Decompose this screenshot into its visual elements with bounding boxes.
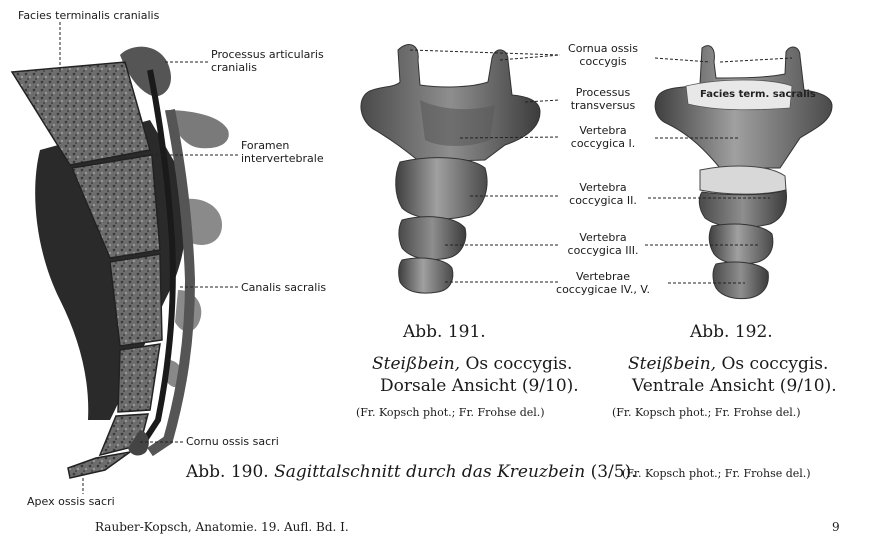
label-proc-transversus-line2: transversus	[570, 99, 636, 112]
label-vertebra-coccygica-3	[558, 231, 648, 257]
caption-abb191-italic: Steißbein,	[372, 354, 461, 374]
label-vertebrae-45-line1: Vertebrae	[575, 270, 631, 283]
label-vertebrae-coccygicae-4-5	[540, 270, 666, 296]
caption-abb192-credit: (Fr. Kopsch phot.; Fr. Frohse del.)	[612, 406, 801, 419]
label-facies-term-sacralis: Facies term. sacralis	[700, 89, 816, 100]
label-apex-ossis-sacri: Apex ossis sacri	[27, 495, 115, 508]
caption-abb191-line1	[372, 354, 572, 374]
label-foramen-line2: intervertebrale	[241, 152, 324, 165]
label-processus-transversus	[558, 86, 648, 112]
label-vertebra-1-line1: Vertebra	[579, 124, 627, 137]
label-processus-articularis-line1: Processus articularis	[211, 48, 324, 61]
caption-abb192-italic: Steißbein,	[628, 354, 717, 374]
label-processus-articularis-line2: cranialis	[211, 61, 257, 74]
label-vertebra-coccygica-2	[558, 181, 648, 207]
caption-abb192-title: Abb. 192.	[690, 322, 773, 342]
label-vertebra-coccygica-1	[558, 124, 648, 150]
caption-abb192-rest: Os coccygis.	[721, 354, 829, 374]
caption-abb191-credit: (Fr. Kopsch phot.; Fr. Frohse del.)	[356, 406, 545, 419]
caption-abb192-line2: Ventrale Ansicht (9/10).	[632, 376, 837, 396]
label-proc-transversus-line1: Processus	[575, 86, 631, 99]
footer-page-number: 9	[832, 520, 840, 534]
label-vertebra-2-line2: coccygica II.	[569, 194, 637, 207]
caption-abb191-title: Abb. 191.	[403, 322, 486, 342]
caption-abb191-rest: Os coccygis.	[465, 354, 573, 374]
caption-abb190	[186, 462, 637, 482]
caption-abb191-line2: Dorsale Ansicht (9/10).	[380, 376, 579, 396]
label-processus-articularis	[211, 48, 324, 74]
label-cornua-line2: coccygis	[579, 55, 627, 68]
sacrum-sagittal-figure	[12, 47, 229, 478]
label-cornu-ossis-sacri: Cornu ossis sacri	[186, 435, 279, 448]
caption-abb192-line1	[628, 354, 828, 374]
label-foramen-line1: Foramen	[241, 139, 290, 152]
caption-abb190-title: Abb. 190.	[186, 462, 269, 482]
caption-abb190-scale: (3/5).	[590, 462, 637, 482]
coccyx-ventral-figure	[655, 46, 832, 299]
label-vertebra-3-line1: Vertebra	[579, 231, 627, 244]
label-vertebra-2-line1: Vertebra	[579, 181, 627, 194]
label-vertebrae-45-line2: coccygicae IV., V.	[556, 283, 650, 296]
label-vertebra-1-line2: coccygica I.	[570, 137, 636, 150]
label-vertebra-3-line2: coccygica III.	[567, 244, 639, 257]
caption-abb190-credit: (Fr. Kopsch phot.; Fr. Frohse del.)	[622, 467, 811, 480]
label-cornua-ossis-coccygis	[558, 42, 648, 68]
label-facies-terminalis: Facies terminalis cranialis	[18, 9, 160, 22]
label-cornua-line1: Cornua ossis	[568, 42, 638, 55]
label-foramen	[241, 139, 324, 165]
footer-book-reference: Rauber-Kopsch, Anatomie. 19. Aufl. Bd. I.	[95, 520, 349, 534]
label-canalis-sacralis: Canalis sacralis	[241, 281, 327, 294]
caption-abb190-italic: Sagittalschnitt durch das Kreuzbein	[274, 462, 586, 482]
coccyx-dorsal-figure	[361, 45, 540, 294]
